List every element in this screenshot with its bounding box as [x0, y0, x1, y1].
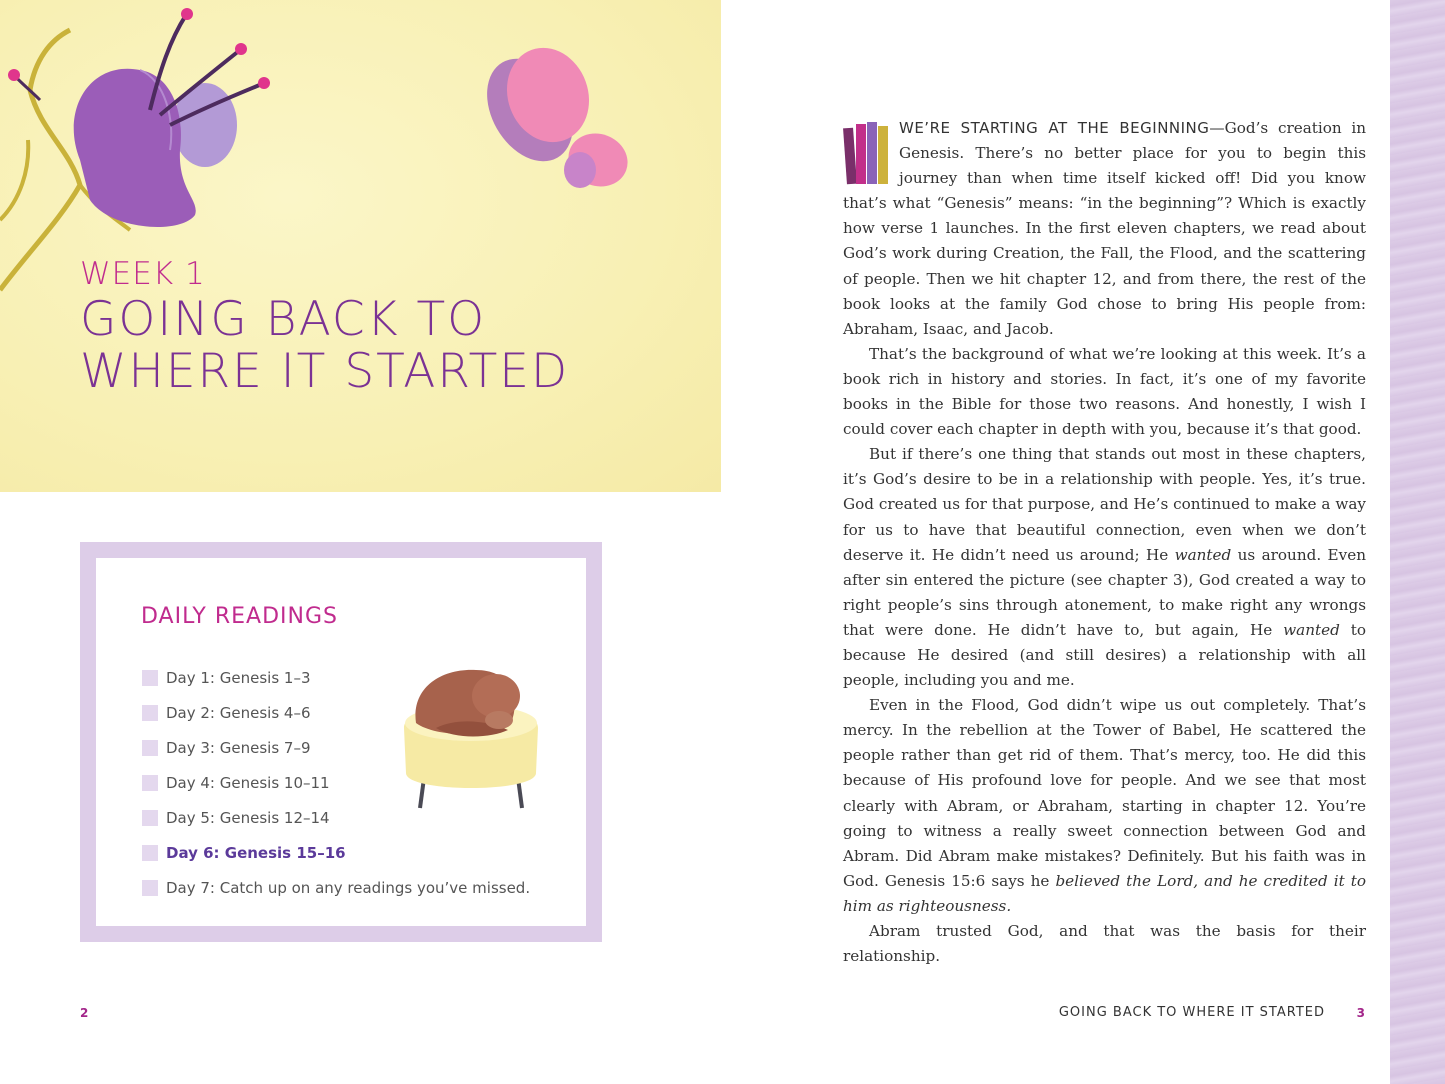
reading-label: Day 7: Catch up on any readings you’ve missed. — [166, 878, 531, 897]
reading-checkbox[interactable] — [142, 775, 158, 791]
reading-item-day-6[interactable] — [142, 835, 530, 870]
running-footer-title: GOING BACK TO WHERE IT STARTED — [1058, 1005, 1325, 1020]
tulip-flower — [74, 69, 196, 227]
emphasis-wanted: wanted — [1283, 620, 1340, 639]
paragraph-3-text-b: us around. Even after sin entered the picture (see chapter 3), God created a way to right people’s sins through atonement, to make right any wrongs that were done. He didn’t have to, but again, He — [843, 545, 1366, 639]
daily-readings-box — [80, 542, 602, 942]
flower-butterfly-illustration — [0, 0, 721, 492]
reading-label: Day 3: Genesis 7–9 — [166, 738, 311, 757]
reading-checkbox[interactable] — [142, 740, 158, 756]
header-illustration-panel — [0, 0, 721, 492]
week-label: WEEK 1 — [80, 256, 206, 292]
flower-stem-branch — [30, 30, 70, 90]
reading-checkbox[interactable] — [142, 705, 158, 721]
reading-checkbox[interactable] — [142, 810, 158, 826]
reading-label: Day 2: Genesis 4–6 — [166, 703, 311, 722]
scripture-quote: believed the Lord, and he credited it to him as righteousness. — [843, 871, 1366, 915]
paragraph-3-text-c: to because He desired (and still desires) a relationship with all people, including you and me. — [843, 620, 1366, 690]
lead-in: WE’RE STARTING AT THE BEGINNING — [899, 119, 1210, 137]
reading-checkbox[interactable] — [142, 880, 158, 896]
reading-checkbox[interactable] — [142, 845, 158, 861]
paragraph-5: Abram trusted God, and that was the basis for their relationship. — [843, 922, 1366, 966]
left-page — [0, 0, 722, 1084]
reading-label: Day 5: Genesis 12–14 — [166, 808, 330, 827]
reading-label: Day 4: Genesis 10–11 — [166, 773, 330, 792]
body-text — [843, 116, 1366, 969]
decorative-side-stripe — [1390, 0, 1445, 1084]
week-title — [80, 294, 569, 398]
paragraph-4 — [843, 693, 1366, 919]
reading-label: Day 6: Genesis 15–16 — [166, 843, 346, 862]
flower-stem-branch — [0, 140, 28, 220]
paragraph-1 — [843, 116, 1366, 342]
week-title-line-1: GOING BACK TO — [80, 292, 487, 347]
daily-readings-inner — [96, 558, 586, 926]
week-title-line-2: WHERE IT STARTED — [80, 344, 570, 399]
books-icon — [843, 120, 891, 186]
reading-label: Day 1: Genesis 1–3 — [166, 668, 311, 687]
reading-item-day-7[interactable] — [142, 870, 530, 905]
page-number-left: 2 — [80, 1006, 89, 1020]
paragraph-2: That’s the background of what we’re looking at this week. It’s a book rich in history and stories. In fact, it’s one of my favorite books in the Bible for those two reasons. And honestly, I wish I could cover each chapter in depth with you, because it’s that good. — [843, 344, 1366, 439]
right-page — [722, 0, 1445, 1084]
flower-stem — [0, 90, 80, 290]
paragraph-1-text: —God’s creation in Genesis. There’s no better place for you to begin this journey than when time itself kicked off! Did you know that’s what “Genesis” means: “in the beginning”? Which is exactly how verse 1 launches. In the first eleven chapters, we read about God’s work during Creation, the Fall, the Flood, and the scattering of people. Then we hit chapter 12, and from there, the rest of the book looks at the family God chose to bring His people from: Abraham, Isaac, and Jacob. — [843, 119, 1367, 338]
sleeping-dog-on-ottoman-illustration — [396, 658, 546, 818]
butterfly — [470, 36, 635, 194]
daily-readings-heading: DAILY READINGS — [141, 604, 338, 629]
paragraph-3 — [843, 442, 1366, 693]
page-number-right: 3 — [1356, 1006, 1365, 1020]
emphasis-wanted: wanted — [1174, 545, 1232, 564]
paragraph-3-text-a: But if there’s one thing that stands out most in these chapters, it’s God’s desire to be in a relationship with people. Yes, it’s true. God created us for that purpose, and He’s continued to make a way for us to have that beautiful connection, even when we don’t deserve it. He didn’t need us around; He — [843, 445, 1366, 564]
reading-checkbox[interactable] — [142, 670, 158, 686]
paragraph-4-text: Even in the Flood, God didn’t wipe us out completely. That’s mercy. In the rebellion at the Tower of Babel, He scattered the people rather than get rid of them. That’s mercy, too. He did this because of His profound love for people. And we see that most clearly with Abram, or Abraham, starting in chapter 12. You’re going to witness a really sweet connection between God and Abram. Did Abram make mistakes? Definitely. But his faith was in God. Genesis 15:6 says he — [843, 696, 1366, 890]
